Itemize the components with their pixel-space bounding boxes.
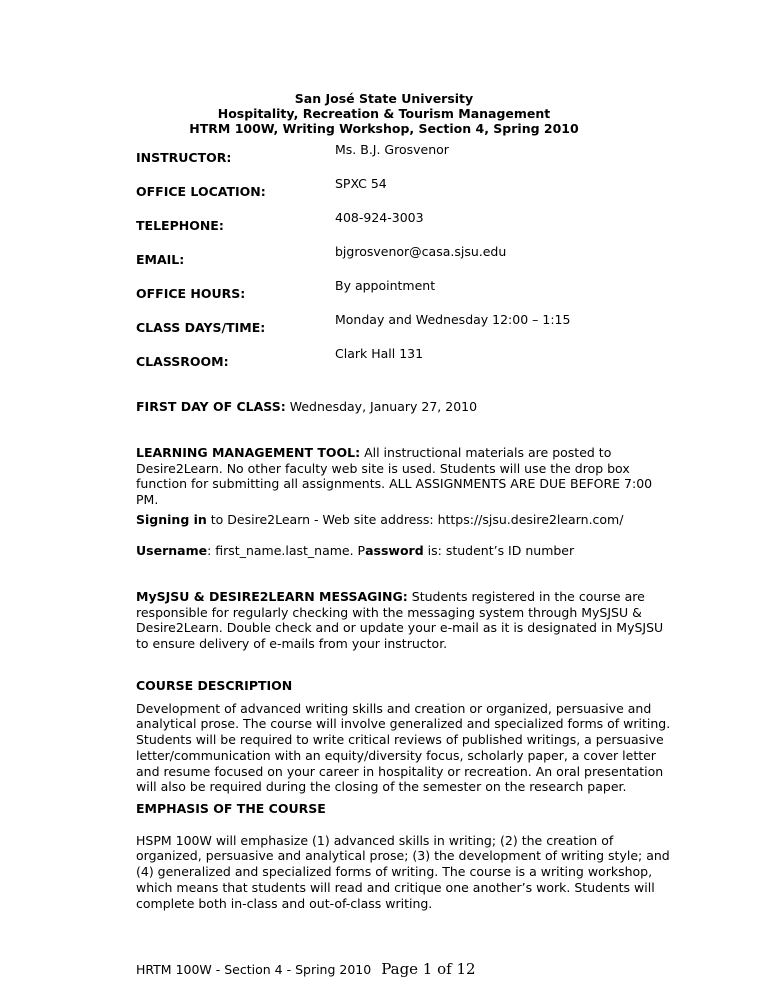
lmt-text: All instructional materials are posted to Desire2Learn. No other faculty web site is used. Students will use the drop box function for submitting all assignments. ALL ASSIGNMENTS ARE DUE BEFORE 7:00 PM. [136, 445, 653, 508]
footer-course-label: HRTM 100W - Section 4 - Spring 2010 [136, 962, 372, 977]
course-description-section [136, 678, 671, 795]
info-label: INSTRUCTOR: [136, 150, 232, 165]
footer-page-number: Page 1 of 12 [381, 960, 476, 978]
info-row-instructor [136, 142, 696, 176]
username-label: Username [136, 543, 208, 558]
messaging-section [136, 589, 671, 652]
info-label: TELEPHONE: [136, 218, 224, 233]
info-value: bjgrosvenor@casa.sjsu.edu [335, 244, 507, 259]
info-row-email [136, 244, 696, 278]
info-label: OFFICE LOCATION: [136, 184, 266, 199]
password-label: assword [365, 543, 424, 558]
first-day-label: FIRST DAY OF CLASS: [136, 399, 286, 414]
password-text: is: student’s ID number [423, 543, 575, 558]
info-row-office-hours [136, 278, 696, 312]
info-value: By appointment [335, 278, 436, 293]
info-value: 408-924-3003 [335, 210, 424, 225]
lmt-section [136, 445, 671, 508]
signing-section [136, 512, 671, 528]
info-row-telephone [136, 210, 696, 244]
username-text: : first_name.last_name. P [207, 543, 366, 558]
info-value: SPXC 54 [335, 176, 387, 191]
info-value: Clark Hall 131 [335, 346, 424, 361]
username-section [136, 543, 671, 559]
document-header [0, 91, 768, 136]
messaging-text: Students registered in the course are responsible for regularly checking with the messaging system through MySJSU & Desire2Learn. Double check and or update your e-mail as it is designated in MySJSU to ensure delivery of e-mails from your instructor. [136, 589, 664, 652]
course-description-text: Development of advanced writing skills and creation or organized, persuasive and analytical prose. The course will involve generalized and specialized forms of writing. Students will be required to write critical reviews of published writings, a persuasive letter/communication with an equity/diversity focus, scholarly paper, a cover letter and resume focused on your career in hospitality or recreation. An oral presentation will also be required during the closing of the semester on the research paper. [136, 700, 671, 795]
info-label: CLASS DAYS/TIME: [136, 320, 266, 335]
info-row-classroom [136, 346, 696, 380]
info-row-office-location [136, 176, 696, 210]
info-label: OFFICE HOURS: [136, 286, 246, 301]
department-name: Hospitality, Recreation & Tourism Management [217, 106, 551, 121]
page-footer [136, 960, 476, 978]
emphasis-heading: EMPHASIS OF THE COURSE [136, 801, 326, 816]
emphasis-text: HSPM 100W will emphasize (1) advanced skills in writing; (2) the creation of organized, persuasive and analytical prose; (3) the development of writing style; and (4) generalized and specialized forms of writing. The course is a writing workshop, which means that students will read and critique one another’s work. Students will complete both in-class and out-of-class writing. [136, 832, 670, 911]
info-value: Monday and Wednesday 12:00 – 1:15 [335, 312, 571, 327]
university-name: San José State University [294, 91, 474, 106]
course-description-heading: COURSE DESCRIPTION [136, 678, 293, 693]
messaging-label: MySJSU & DESIRE2LEARN MESSAGING: [136, 589, 408, 604]
signing-text: to Desire2Learn - Web site address: https://sjsu.desire2learn.com/ [206, 512, 624, 527]
course-title: HTRM 100W, Writing Workshop, Section 4, Spring 2010 [189, 121, 579, 136]
first-day-section [136, 399, 671, 415]
emphasis-section [136, 801, 671, 911]
info-value: Ms. B.J. Grosvenor [335, 142, 449, 157]
info-label: CLASSROOM: [136, 354, 229, 369]
course-info-table [136, 142, 696, 380]
first-day-text: Wednesday, January 27, 2010 [285, 399, 478, 414]
info-label: EMAIL: [136, 252, 185, 267]
signing-label: Signing in [136, 512, 207, 527]
info-row-class-days [136, 312, 696, 346]
lmt-label: LEARNING MANAGEMENT TOOL: [136, 445, 361, 460]
